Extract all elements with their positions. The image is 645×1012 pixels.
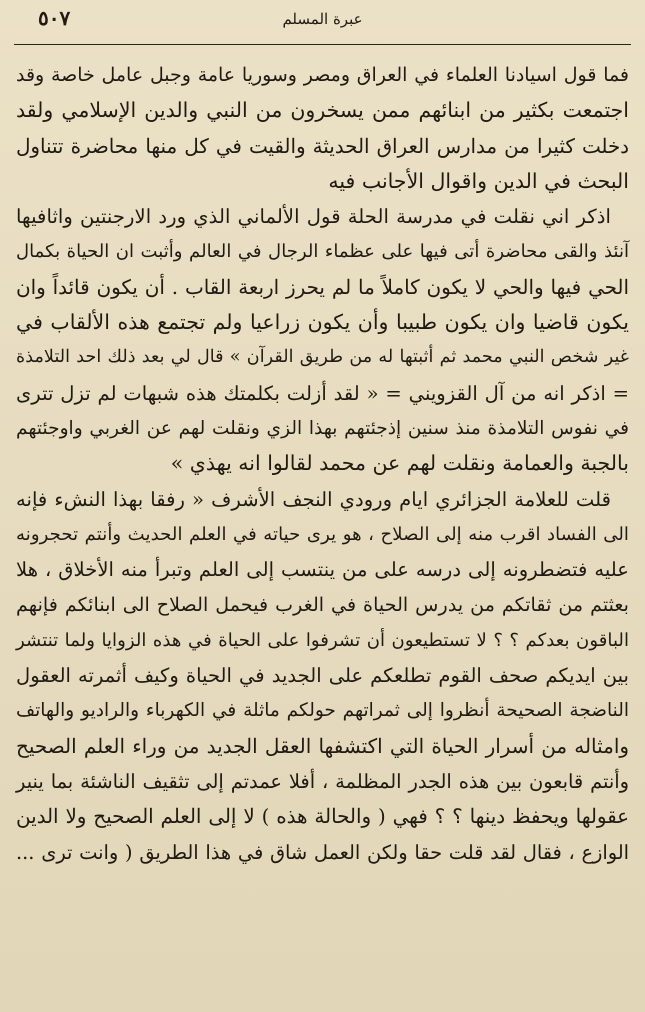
text-line: دخلت كثيرا من مدارس العراق الحديثة والقيت في كل منها محاضرة تتناول [16,134,629,158]
text-line: الى الفساد اقرب منه إلى الصلاح ، هو يرى حياته في العلم الحديث وأنتم تحجرونه [16,523,629,545]
text-line: بين ايديكم صحف القوم تطلعكم على الجديد في الحياة وكيف أثمرته العقول [16,664,629,688]
text-line: بعثتم من ثقاتكم من يدرس الحياة في الغرب فيحمل الصلاح الى ابنائكم فإنهم [16,593,629,617]
text-line: الباقون بعدكم ؟ ؟ لا تستطيعون أن تشرفوا على الحياة في هذه الزوايا ولما تنتشر [16,629,629,651]
page-number: ٥٠٧ [38,6,71,30]
text-line: قلت للعلامة الجزائري ايام ورودي النجف الأشرف « رفقا بهذا النشء فإنه [16,487,611,511]
text-line: عليه فتضطرونه إلى درسه على من ينتسب إلى العلم وتبرأ منه الأخلاق ، هلا [16,558,629,582]
text-line: الوازع ، فقال لقد قلت حقا ولكن العمل شاق في هذا الطريق ( وانت ترى ... [16,840,629,864]
text-line: وامثاله من أسرار الحياة التي اكتشفها العقل الجديد من وراء العلم الصحيح [16,733,629,758]
header-rule [14,44,631,45]
text-line: بالجبة والعمامة ونقلت لهم عن محمد لقالوا انه يهذي » [170,451,629,476]
text-line: اجتمعت بكثير من ابنائهم ممن يسخرون من النبي والدين الإسلامي ولقد [16,98,629,123]
text-line: الحي فيها والحي لا يكون كاملاً ما لم يحرز اربعة القاب . أن يكون قائداً وان [16,275,629,299]
text-line: اذكر اني نقلت في مدرسة الحلة قول الألماني الذي ورد الارجنتين واثافيها [16,205,611,229]
text-line: آنئذ والقى محاضرة أتى فيها على عظماء الرجال في العالم وأثبت ان الحياة بكمال [16,241,629,263]
text-line: فما قول اسيادنا العلماء في العراق ومصر وسوريا عامة وجبل عامل خاصة وقد [16,64,629,86]
text-line: = اذكر انه من آل القزويني = « لقد أزلت بكلمتك هذه شبهات لم تزل تترى [16,381,629,405]
running-title: عبرة المسلم [282,10,363,28]
text-line: وأنتم قابعون بين هذه الجدر المظلمة ، أفلا عمدتم إلى تثقيف الناشئة بما ينير [16,769,629,793]
text-line: الناضجة الصحيحة أنظروا إلى ثمراتهم حولكم ماثلة في الكهرباء والراديو والهاتف [16,700,629,722]
text-line: عقولها ويحفظ دينها ؟ ؟ فهي ( والحالة هذه ) لا إلى العلم الصحيح ولا الدين [16,805,629,829]
text-line: غير شخص النبي محمد ثم أثبتها له من طريق القرآن » قال لي بعد ذلك احد التلامذة [16,347,629,368]
text-line: البحث في الدين واقوال الأجانب فيه [328,168,629,193]
body-text [16,58,629,870]
text-line: يكون قاضيا وان يكون طبيبا وأن يكون زراعيا ولم تجتمع هذه الألقاب في [16,310,629,335]
text-line: في نفوس التلامذة منذ سنين إذجئتهم بهذا الزي ونقلت لهم عن الغربي واوجئتهم [16,417,629,439]
